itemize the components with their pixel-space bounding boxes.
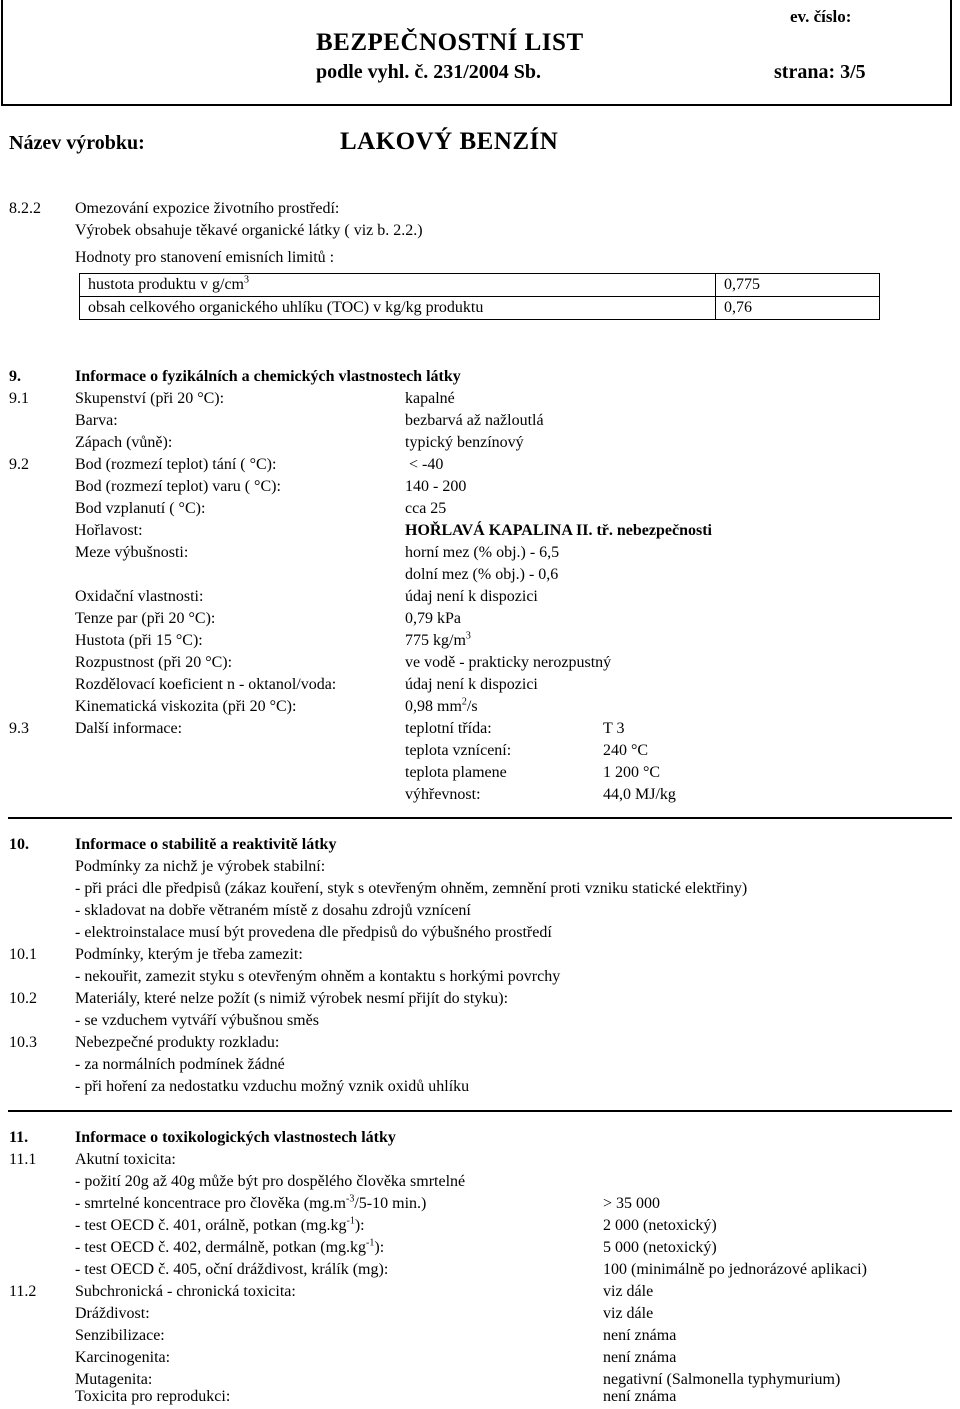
emission-table bbox=[79, 273, 880, 320]
tox-value: negativní (Salmonella typhymurium) bbox=[603, 1371, 841, 1388]
property-label: Kinematická viskozita (při 20 °C): bbox=[75, 698, 297, 715]
property-label: Oxidační vlastnosti: bbox=[75, 588, 204, 605]
property-label: Hořlavost: bbox=[75, 522, 143, 539]
property-value: dolní mez (% obj.) - 0,6 bbox=[405, 566, 559, 583]
subsection-number: 11.1 bbox=[9, 1151, 37, 1168]
page-number: strana: 3/5 bbox=[774, 61, 866, 83]
tox-value: není známa bbox=[603, 1349, 677, 1366]
subsection-number: 10.2 bbox=[9, 990, 37, 1007]
property-label: Rozpustnost (při 20 °C): bbox=[75, 654, 233, 671]
property-label: Hustota (při 15 °C): bbox=[75, 632, 203, 649]
table-cell: hustota produktu v $g/cm^3$ bbox=[80, 274, 716, 297]
subsection-number: 10.1 bbox=[9, 946, 37, 963]
section-number: 8.2.2 bbox=[9, 200, 41, 217]
text-line: Podmínky za nichž je výrobek stabilní: bbox=[75, 858, 326, 875]
subsection-number: 9.1 bbox=[9, 390, 29, 407]
section-title: Informace o stabilitě a reaktivitě látky bbox=[75, 836, 337, 853]
product-label: Název výrobku: bbox=[9, 132, 145, 154]
property-value: T 3 bbox=[603, 720, 625, 737]
section-title: Omezování expozice životního prostředí: bbox=[75, 200, 340, 217]
text-line: Výrobek obsahuje těkavé organické látky ( viz b. 2.2.) bbox=[75, 222, 423, 239]
table-cell: 0,76 bbox=[716, 297, 880, 320]
subsection-number: 11.2 bbox=[9, 1283, 37, 1300]
property-key: teplotní třída: bbox=[405, 720, 492, 737]
tox-label: - smrtelné koncentrace pro člověka ($mg.m^{-3}/5-10$ min.) bbox=[75, 1193, 427, 1212]
property-label: Tenze par (při 20 °C): bbox=[75, 610, 216, 627]
property-value: 1 200 °C bbox=[603, 764, 661, 781]
subsection-number: 9.2 bbox=[9, 456, 29, 473]
tox-value: 2 000 (netoxický) bbox=[603, 1217, 717, 1234]
tox-value: > 35 000 bbox=[603, 1195, 661, 1212]
tox-value: viz dále bbox=[603, 1305, 654, 1322]
property-value: cca 25 bbox=[405, 500, 447, 517]
property-key: teplota vznícení: bbox=[405, 742, 512, 759]
tox-label: Senzibilizace: bbox=[75, 1327, 165, 1344]
property-value: 240 °C bbox=[603, 742, 649, 759]
section-number: 9. bbox=[9, 368, 21, 385]
tox-label: Mutagenita: bbox=[75, 1371, 153, 1388]
ev-number-label: ev. číslo: bbox=[790, 7, 852, 26]
list-item: - nekouřit, zamezit styku s otevřeným ohněm a kontaktu s horkými povrchy bbox=[75, 968, 561, 985]
tox-label: - test OECD č. 405, oční dráždivost, králík (mg): bbox=[75, 1261, 389, 1278]
tox-label: Karcinogenita: bbox=[75, 1349, 171, 1366]
product-name: LAKOVÝ BENZÍN bbox=[340, 128, 559, 155]
property-key: teplota plamene bbox=[405, 764, 507, 781]
subsection-number: 9.3 bbox=[9, 720, 29, 737]
subsection-title: Podmínky, kterým je třeba zamezit: bbox=[75, 946, 303, 963]
subsection-title: Materiály, které nelze požít (s nimiž výrobek nesmí přijít do styku): bbox=[75, 990, 509, 1007]
section-number: 11. bbox=[9, 1129, 29, 1146]
tox-label: Dráždivost: bbox=[75, 1305, 150, 1322]
property-value: 0,98 $mm^2/s$ bbox=[405, 696, 478, 715]
section-divider bbox=[8, 817, 952, 819]
property-value: 44,0 MJ/kg bbox=[603, 786, 676, 803]
property-label: Bod vzplanutí ( °C): bbox=[75, 500, 206, 517]
section-divider bbox=[8, 1110, 952, 1112]
list-item: - skladovat na dobře větraném místě z dosahu zdrojů vznícení bbox=[75, 902, 471, 919]
property-value: typický benzínový bbox=[405, 434, 524, 451]
property-label: Další informace: bbox=[75, 720, 183, 737]
property-label: Bod (rozmezí teplot) varu ( °C): bbox=[75, 478, 281, 495]
list-item: - se vzduchem vytváří výbušnou směs bbox=[75, 1012, 319, 1029]
table-cell: 0,775 bbox=[716, 274, 880, 297]
property-label: Rozdělovací koeficient n - oktanol/voda: bbox=[75, 676, 337, 693]
section-number: 10. bbox=[9, 836, 29, 853]
tox-label: Toxicita pro reprodukci: bbox=[75, 1388, 231, 1405]
list-item: - při práci dle předpisů (zákaz kouření, styk s otevřeným ohněm, zemnění proti vzniku statické elektřiny) bbox=[75, 880, 748, 897]
section-title: Informace o fyzikálních a chemických vlastnostech látky bbox=[75, 368, 461, 385]
tox-label: - test OECD č. 401, orálně, potkan $(mg.kg^{-1})$: bbox=[75, 1215, 365, 1234]
property-value: HOŘLAVÁ KAPALINA II. tř. nebezpečnosti bbox=[405, 522, 712, 539]
text-line: Hodnoty pro stanovení emisních limitů : bbox=[75, 249, 335, 266]
property-value: horní mez (% obj.) - 6,5 bbox=[405, 544, 560, 561]
property-value: údaj není k dispozici bbox=[405, 588, 538, 605]
subsection-title: Nebezpečné produkty rozkladu: bbox=[75, 1034, 280, 1051]
property-value: 0,79 kPa bbox=[405, 610, 461, 627]
tox-value: 5 000 (netoxický) bbox=[603, 1239, 717, 1256]
section-title: Informace o toxikologických vlastnostech látky bbox=[75, 1129, 396, 1146]
property-key: výhřevnost: bbox=[405, 786, 481, 803]
table-cell: obsah celkového organického uhlíku (TOC) v kg/kg produktu bbox=[80, 297, 716, 320]
property-value: < -40 bbox=[409, 456, 444, 473]
property-label: Skupenství (při 20 °C): bbox=[75, 390, 225, 407]
list-item: - elektroinstalace musí být provedena dle předpisů do výbušného prostředí bbox=[75, 924, 552, 941]
property-label: Barva: bbox=[75, 412, 118, 429]
tox-value: není známa bbox=[603, 1388, 677, 1405]
tox-label: - test OECD č. 402, dermálně, potkan $(mg.kg^{-1})$: bbox=[75, 1237, 385, 1256]
property-value: 140 - 200 bbox=[405, 478, 467, 495]
property-value: ve vodě - prakticky nerozpustný bbox=[405, 654, 612, 671]
table-row bbox=[80, 274, 880, 297]
property-value: bezbarvá až nažloutlá bbox=[405, 412, 544, 429]
property-label: Meze výbušnosti: bbox=[75, 544, 189, 561]
tox-label: Subchronická - chronická toxicita: bbox=[75, 1283, 296, 1300]
tox-label: - požití 20g až 40g může být pro dospělého člověka smrtelné bbox=[75, 1173, 466, 1190]
document-title: BEZPEČNOSTNÍ LIST bbox=[316, 29, 584, 56]
subsection-number: 10.3 bbox=[9, 1034, 37, 1051]
list-item: - za normálních podmínek žádné bbox=[75, 1056, 285, 1073]
subsection-title: Akutní toxicita: bbox=[75, 1151, 176, 1168]
property-label: Zápach (vůně): bbox=[75, 434, 173, 451]
document-subtitle: podle vyhl. č. 231/2004 Sb. bbox=[316, 61, 542, 83]
list-item: - při hoření za nedostatku vzduchu možný vznik oxidů uhlíku bbox=[75, 1078, 470, 1095]
property-value: kapalné bbox=[405, 390, 455, 407]
property-value: údaj není k dispozici bbox=[405, 676, 538, 693]
tox-value: není známa bbox=[603, 1327, 677, 1344]
property-value: 775 $kg/m^3$ bbox=[405, 630, 471, 649]
table-row bbox=[80, 297, 880, 320]
property-label: Bod (rozmezí teplot) tání ( °C): bbox=[75, 456, 277, 473]
tox-value: viz dále bbox=[603, 1283, 654, 1300]
tox-value: 100 (minimálně po jednorázové aplikaci) bbox=[603, 1261, 867, 1278]
